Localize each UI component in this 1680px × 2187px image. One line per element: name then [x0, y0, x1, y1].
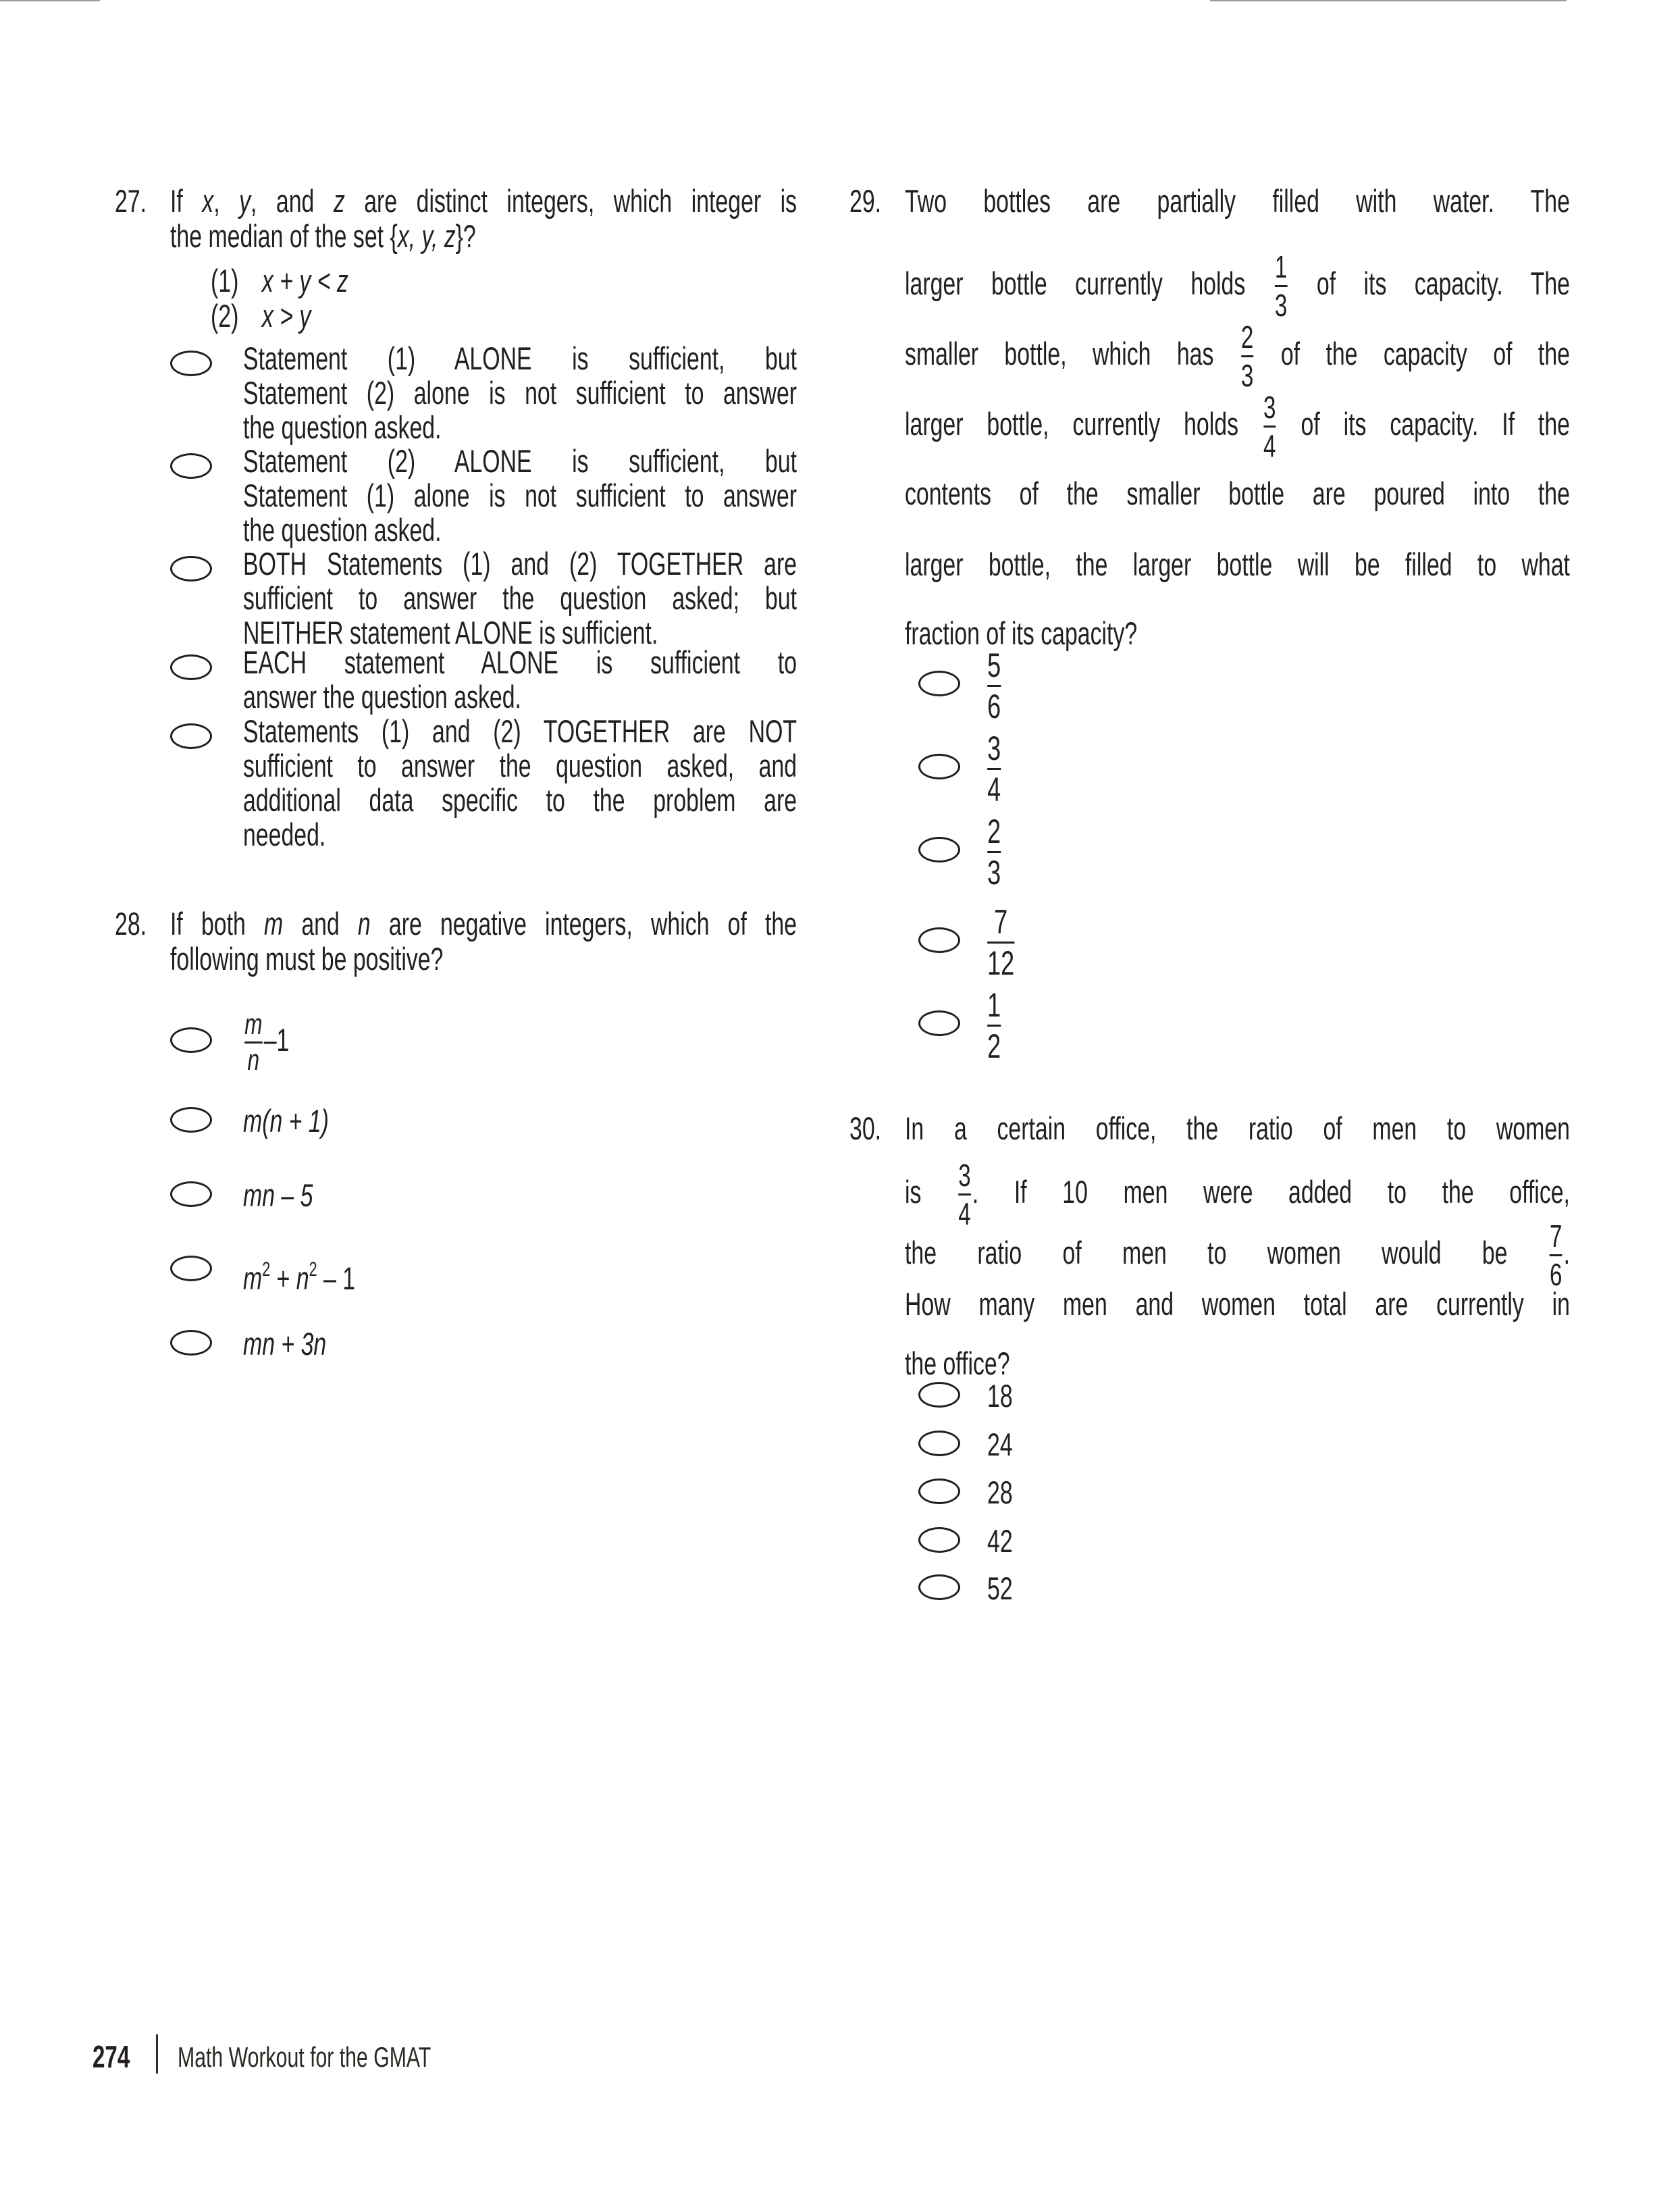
fraction-denominator: 6: [1549, 1257, 1563, 1293]
fraction-numerator: 2: [987, 813, 1001, 851]
fraction: [1262, 390, 1278, 463]
fraction-denominator: 4: [958, 1196, 971, 1232]
fraction-numerator: 3: [1263, 390, 1276, 426]
fraction: [243, 1008, 264, 1077]
q29-line-5: contents of the smaller bottle are poured into the: [905, 475, 1570, 511]
q30-line-4: How many men and women total are currently in: [905, 1286, 1570, 1322]
fraction: [986, 903, 1016, 982]
q30-option-b: 24: [987, 1426, 1013, 1462]
q27-option-d-line-2: answer the question asked.: [243, 679, 521, 715]
fraction: [1548, 1218, 1564, 1292]
q30-number: 30.: [849, 1110, 882, 1146]
q28-option-a-tail: –1: [263, 1022, 290, 1058]
q30-line-2: is $\frac{3}{4}$ . If 10 men were added to the office,: [905, 1158, 1570, 1232]
fraction-denominator: 3: [1240, 358, 1254, 394]
q27-option-b-line-3: the question asked.: [243, 512, 442, 548]
fraction-denominator: 3: [1274, 288, 1288, 324]
page-number: 274: [93, 2039, 130, 2074]
q30-line-5: the office?: [905, 1345, 1010, 1381]
q27-option-e-line-1: Statements (1) and (2) TOGETHER are NOT: [243, 713, 797, 749]
fraction-denominator: n: [247, 1044, 260, 1077]
q27-option-a-line-3: the question asked.: [243, 409, 442, 445]
answer-bubble[interactable]: [918, 1431, 960, 1456]
answer-bubble[interactable]: [170, 453, 212, 479]
answer-bubble[interactable]: [170, 556, 212, 582]
fraction-bar: [1550, 1254, 1562, 1256]
q28-option-d: $m^2 + n^2 - 1$: [243, 1258, 356, 1296]
q27-option-c-line-1: BOTH Statements (1) and (2) TOGETHER are: [243, 546, 797, 582]
q27-option-e-line-2: sufficient to answer the question asked, and: [243, 748, 797, 783]
fraction-bar: [987, 685, 1001, 687]
footer-divider: [156, 2034, 158, 2074]
q29-number: 29.: [849, 183, 882, 219]
q27-option-a-line-1: Statement (1) ALONE is sufficient, but: [243, 340, 797, 376]
q27-number: 27.: [115, 183, 147, 219]
q29-line-4: larger bottle, currently holds $\frac{3}{4}$ of its capacity. If the: [905, 390, 1570, 464]
q29-line-6: larger bottle, the larger bottle will be filled to what: [905, 546, 1570, 582]
q27-option-e-line-3: additional data specific to the problem are: [243, 782, 797, 818]
q28-line-1: If both m and n are negative integers, which of the: [170, 906, 797, 942]
fraction-numerator: 3: [987, 729, 1001, 768]
answer-bubble[interactable]: [170, 1107, 212, 1133]
scan-artifact-left: [0, 0, 100, 1]
answer-bubble[interactable]: [170, 351, 212, 376]
q29-option-c: [986, 799, 1002, 900]
answer-bubble[interactable]: [170, 1027, 212, 1053]
statement-1-label: (1): [211, 263, 239, 299]
superscript: 2: [309, 1258, 317, 1281]
answer-bubble[interactable]: [918, 927, 960, 953]
superscript: 2: [262, 1258, 271, 1281]
scan-artifact-right: [1210, 0, 1567, 1]
fraction-bar: [1263, 426, 1276, 428]
q27-option-b-line-2: Statement (1) alone is not sufficient to answer: [243, 478, 797, 513]
fraction-denominator: 3: [987, 854, 1001, 892]
fraction-bar: [958, 1193, 970, 1195]
q28-number: 28.: [115, 906, 147, 942]
q30-option-a: 18: [987, 1378, 1013, 1414]
fraction: [986, 646, 1002, 725]
q27-option-d-line-1: EACH statement ALONE is sufficient to: [243, 644, 797, 680]
answer-bubble[interactable]: [170, 654, 212, 680]
q27-statement-2: [211, 299, 311, 333]
answer-bubble[interactable]: [918, 1382, 960, 1408]
fraction-numerator: 2: [1240, 319, 1254, 355]
answer-bubble[interactable]: [918, 837, 960, 863]
q27-option-c-line-2: sufficient to answer the question asked; but: [243, 580, 797, 616]
q30-option-e: 52: [987, 1570, 1013, 1606]
fraction-bar: [1241, 355, 1253, 357]
q29-option-e: [986, 973, 1002, 1074]
fraction-bar: [987, 1025, 1001, 1027]
fraction-denominator: 2: [987, 1027, 1001, 1066]
q27-option-a-line-2: Statement (2) alone is not sufficient to answer: [243, 375, 797, 411]
q30-option-d: 42: [987, 1523, 1013, 1559]
fraction-numerator: m: [244, 1008, 263, 1041]
statement-1-expression: x + y < z: [261, 263, 348, 299]
statement-2-label: (2): [211, 298, 239, 334]
fraction-numerator: 1: [1274, 249, 1288, 285]
q27-statement-1: [211, 263, 348, 298]
answer-bubble[interactable]: [170, 1256, 212, 1281]
answer-bubble[interactable]: [918, 1478, 960, 1504]
fraction-numerator: 7: [994, 903, 1008, 942]
q29-line-7: fraction of its capacity?: [905, 615, 1138, 651]
fraction: [986, 986, 1002, 1065]
fraction-numerator: 1: [987, 986, 1001, 1025]
statement-2-expression: x > y: [261, 298, 311, 334]
fraction-bar: [987, 851, 1001, 853]
q27-option-e-line-4: needed.: [243, 817, 326, 852]
answer-bubble[interactable]: [918, 671, 960, 696]
q27-option-b-line-1: Statement (2) ALONE is sufficient, but: [243, 443, 797, 479]
q29-line-2: larger bottle currently holds $\frac{1}{3}$ of its capacity. The: [905, 249, 1570, 324]
fraction-denominator: 6: [987, 688, 1001, 726]
answer-bubble[interactable]: [170, 723, 212, 749]
fraction-denominator: 4: [987, 771, 1001, 809]
answer-bubble[interactable]: [918, 1574, 960, 1600]
q28-option-c: mn – 5: [243, 1177, 313, 1213]
answer-bubble[interactable]: [170, 1181, 212, 1207]
q29-line-3: smaller bottle, which has $\frac{2}{3}$ of the capacity of the: [905, 319, 1570, 394]
fraction-bar: [1275, 285, 1287, 287]
fraction-bar: [987, 768, 1001, 770]
q30-option-c: 28: [987, 1474, 1013, 1510]
answer-bubble[interactable]: [918, 1010, 960, 1036]
answer-bubble[interactable]: [918, 1527, 960, 1553]
fraction-denominator: 12: [987, 944, 1015, 983]
fraction-numerator: 5: [987, 646, 1001, 685]
q27-line-1: If x, y, and z are distinct integers, which integer is: [170, 183, 797, 219]
fraction-denominator: 4: [1263, 428, 1276, 464]
q28-option-b: m(n + 1): [243, 1103, 329, 1139]
q28-line-2: following must be positive?: [170, 941, 444, 977]
q30-line-1: In a certain office, the ratio of men to women: [905, 1110, 1570, 1146]
answer-bubble[interactable]: [918, 754, 960, 779]
q27-line-2: the median of the set {x, y, z}?: [170, 218, 476, 254]
q30-line-3: the ratio of men to women would be $\frac{7}{6}$ .: [905, 1218, 1570, 1293]
q28-option-e: mn + 3n: [243, 1326, 327, 1362]
q28-option-a: [243, 989, 289, 1091]
fraction: [986, 729, 1002, 808]
fraction-numerator: 3: [958, 1158, 971, 1193]
fraction-numerator: 7: [1549, 1218, 1563, 1254]
q29-line-1: Two bottles are partially filled with water. The: [905, 183, 1570, 219]
answer-bubble[interactable]: [170, 1330, 212, 1356]
q27-option-c-line-3: NEITHER statement ALONE is sufficient.: [243, 615, 658, 650]
fraction: [986, 813, 1002, 892]
fraction-bar: [987, 942, 1014, 944]
book-title: Math Workout for the GMAT: [178, 2041, 431, 2073]
